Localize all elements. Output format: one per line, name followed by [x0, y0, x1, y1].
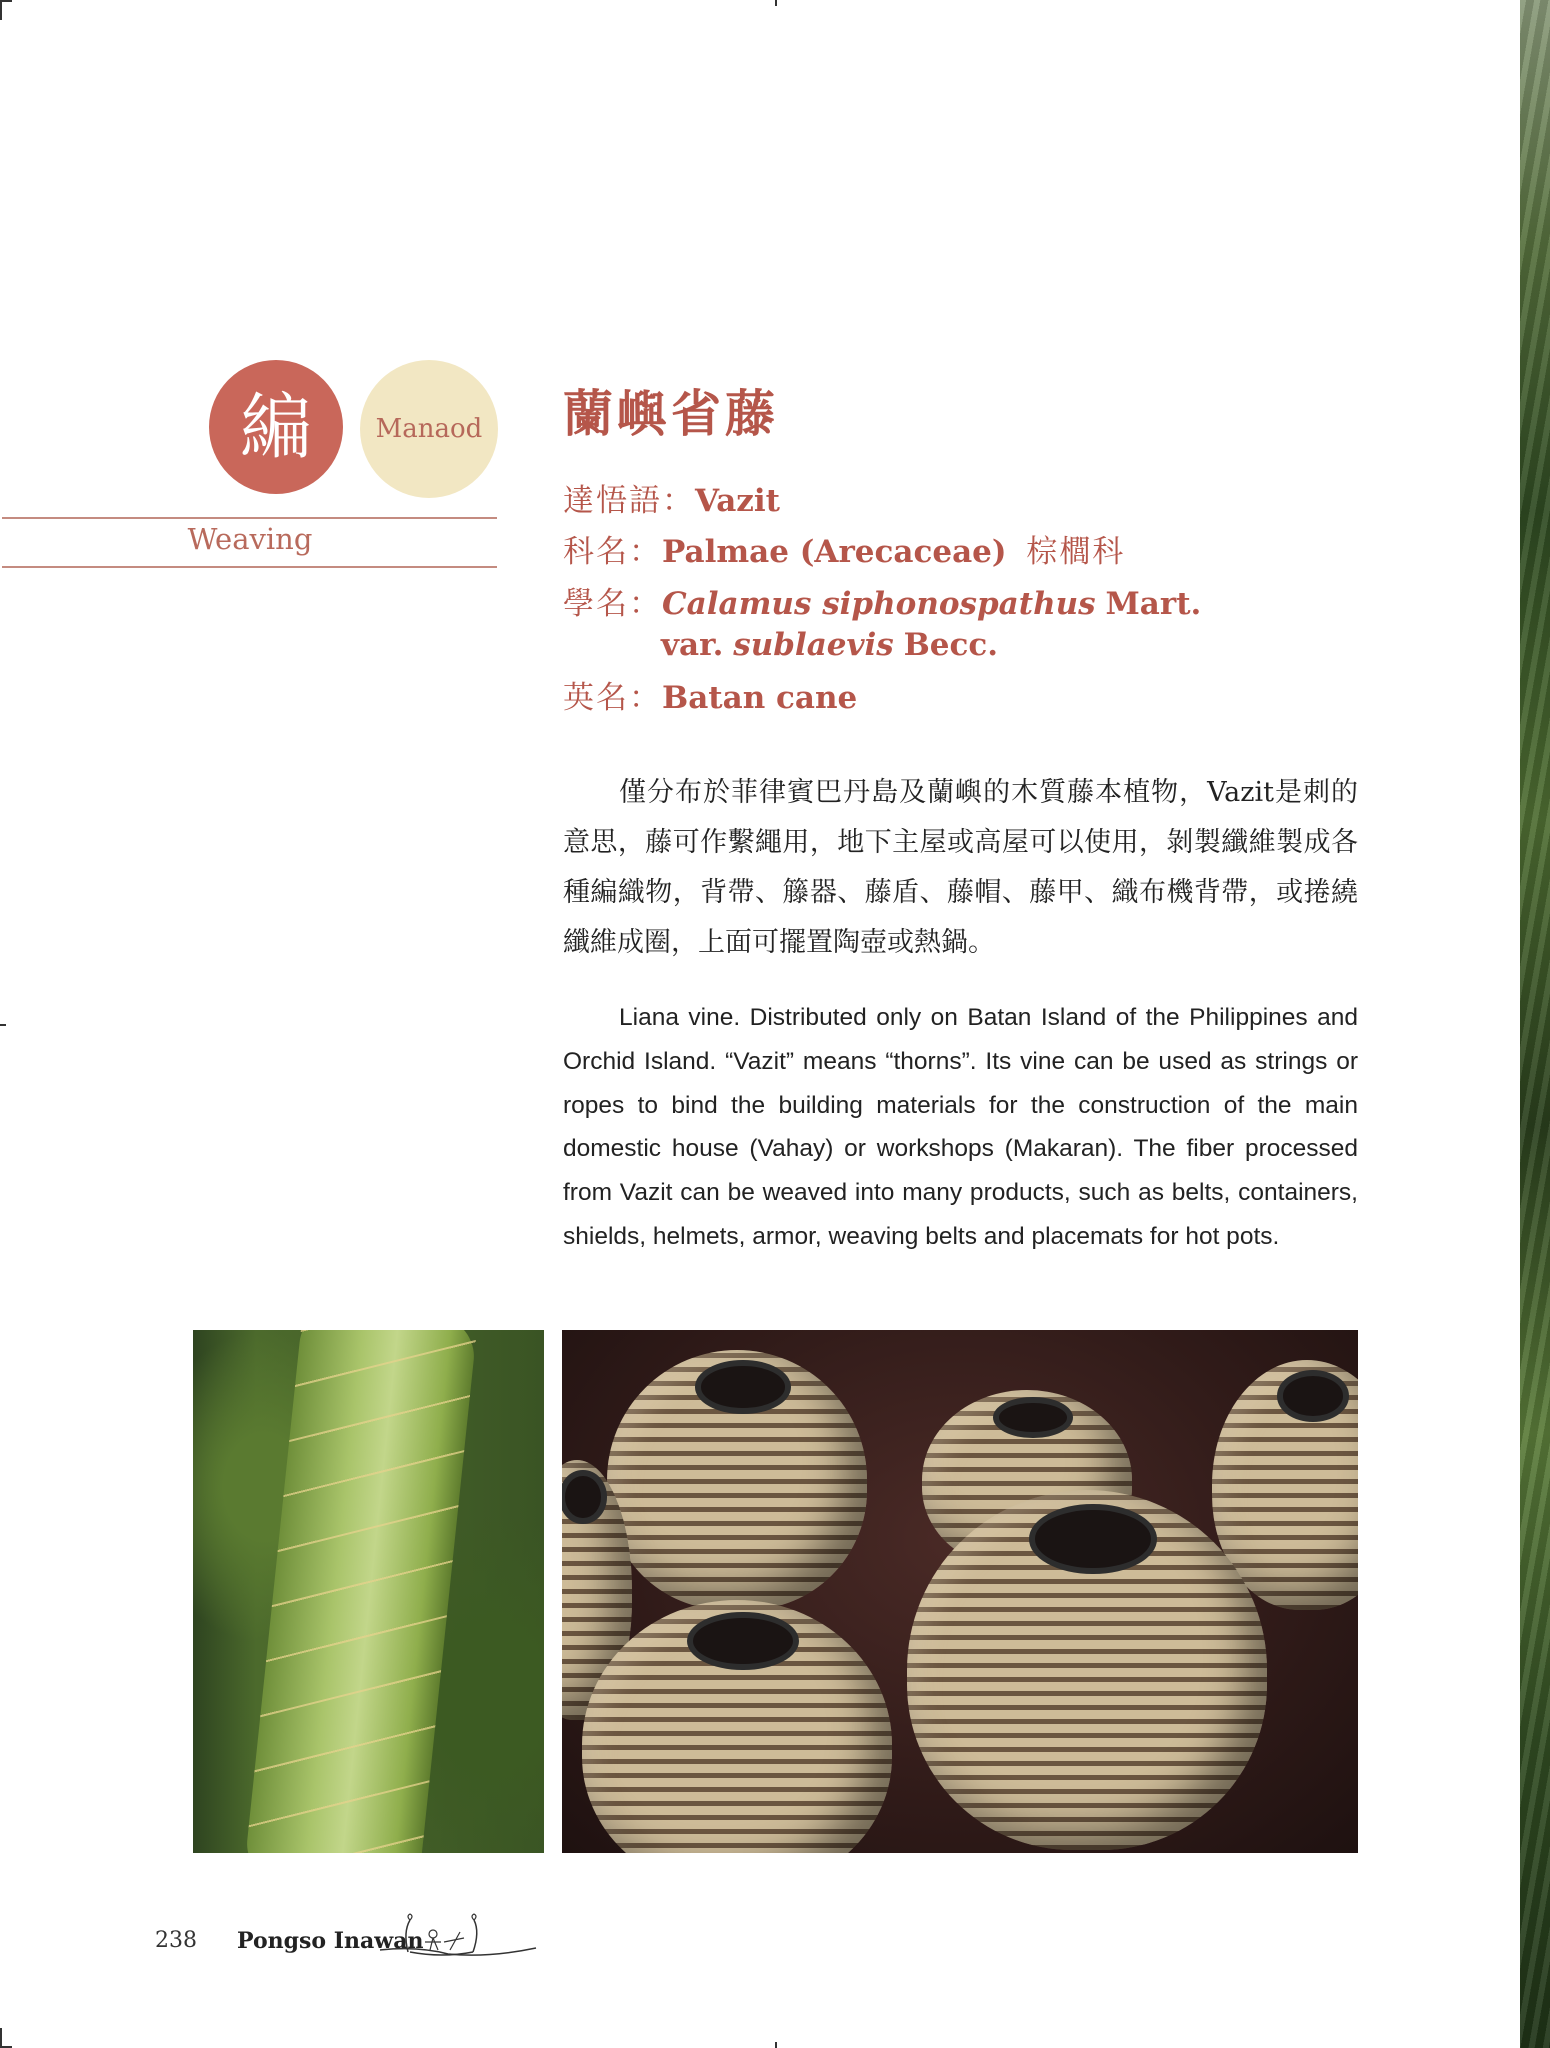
section-label: Weaving [187, 522, 313, 556]
fact-family-value-zh: 棕櫚科 [1026, 534, 1126, 570]
fact-tao-value: Vazit [695, 483, 780, 519]
section-native-term: Manaod [375, 414, 483, 444]
fact-var-prefix: var. [661, 627, 724, 663]
fact-scientific-author: Mart. [1105, 586, 1202, 622]
fact-tao-label: 達悟語： [563, 483, 695, 519]
section-char-badge [209, 360, 343, 494]
footer-book-title: Pongso Inawan [237, 1928, 424, 1954]
section-rule-bottom [2, 566, 497, 568]
photo-spiny-stem [193, 1330, 544, 1853]
fact-family-label: 科名： [563, 534, 662, 570]
fact-tao-name [563, 483, 780, 520]
page-number: 238 [155, 1928, 197, 1953]
fact-var-author: Becc. [903, 627, 999, 663]
crop-mark-bottom-center [775, 2042, 777, 2048]
fact-variety: sublaevis [733, 627, 894, 663]
basket [907, 1490, 1267, 1850]
fact-english-value: Batan cane [662, 680, 858, 716]
section-rule-top [2, 517, 497, 519]
fact-scientific [563, 586, 1201, 623]
fact-english-name [563, 680, 857, 717]
crop-mark-top-center [775, 0, 777, 6]
body-paragraph-zh: 僅分布於菲律賓巴丹島及蘭嶼的木質藤本植物，Vazit是刺的意思，藤可作繫繩用，地下主屋或高屋可以使用，剝製纖維製成各種編織物，背帶、籐器、藤盾、藤帽、藤甲、織布機背帶，或捲繞纖維成圈，上面可擺置陶壺或熱鍋。 [563, 777, 1358, 958]
fact-scientific-species: Calamus siphonospathus [662, 586, 1096, 622]
fact-family-value: Palmae (Arecaceae) [662, 534, 1007, 570]
crop-mark-mid-left [0, 1024, 6, 1026]
fact-scientific-variety [661, 627, 998, 664]
page-title: 蘭嶼省藤 [563, 384, 779, 443]
body-paragraph-en: Liana vine. Distributed only on Batan Island of the Philippines and Orchid Island. “Vazit” means “thorns”. Its vine can be used as strings or ropes to bind the building materials for the construction of the main domestic house (Vahay) or workshops (Makaran). The fiber processed from Vazit can be weaved into many products, such as belts, containers, shields, helmets, armor, weaving belts and placemats for hot pots. [563, 1004, 1358, 1250]
photo-stem-spines [243, 1330, 478, 1853]
boat-illustration-icon [378, 1912, 538, 1962]
fact-english-label: 英名： [563, 680, 662, 716]
basket [607, 1350, 867, 1610]
fact-family [563, 534, 1125, 571]
fact-scientific-label: 學名： [563, 586, 662, 622]
forest-photo-strip [1520, 0, 1550, 2048]
section-native-term-badge [360, 360, 498, 498]
crop-mark-bottom-left-v [0, 2028, 2, 2048]
photo-woven-baskets [562, 1330, 1358, 1853]
section-char: 編 [239, 385, 312, 469]
crop-mark-top-left-v [0, 0, 2, 20]
